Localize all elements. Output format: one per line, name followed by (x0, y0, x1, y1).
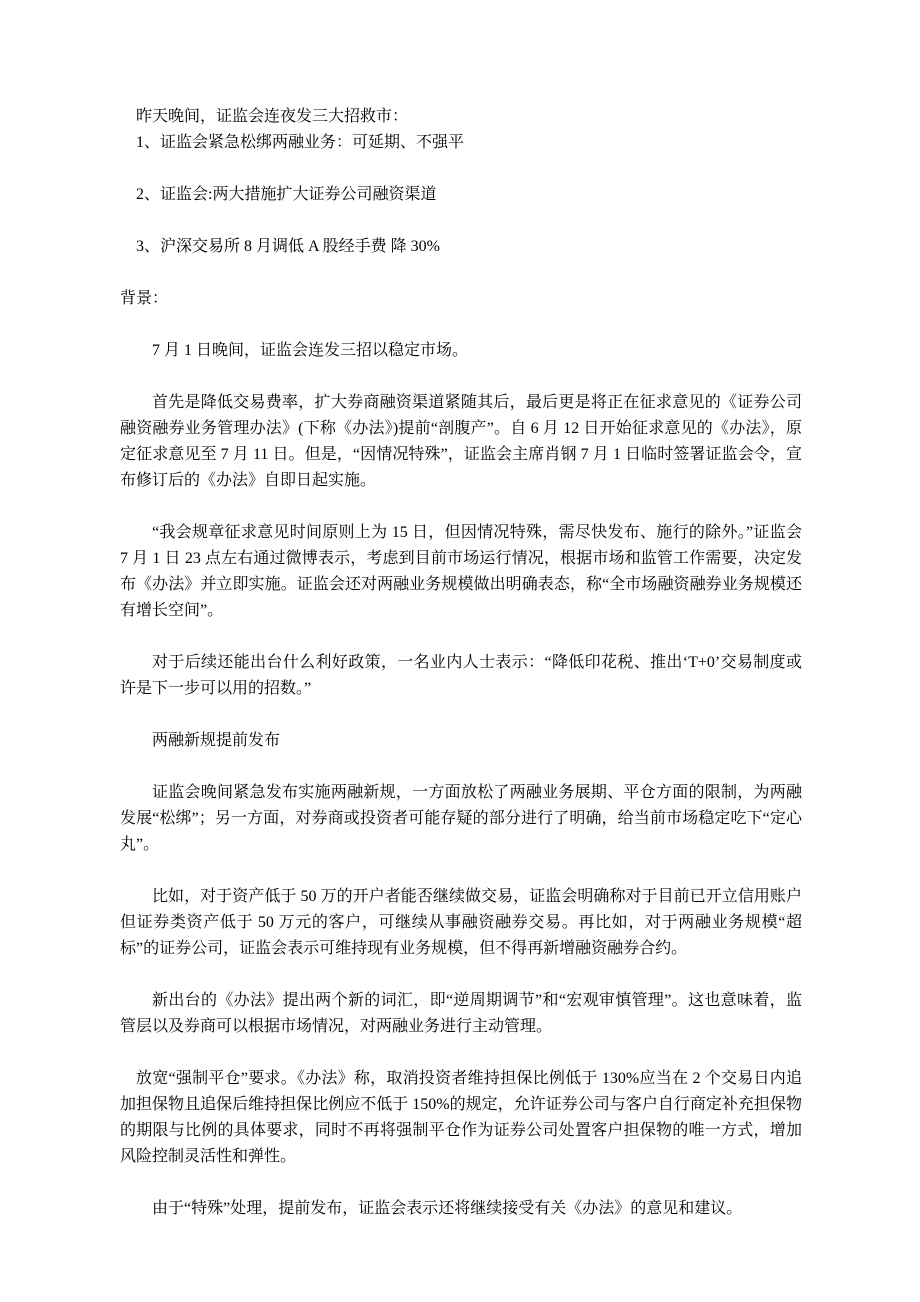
document-body (120, 104, 802, 1222)
paragraph: 对于后续还能出台什么利好政策，一名业内人士表示：“降低印花税、推出‘T+0’交易制度或许是下一步可以用的招数。” (120, 654, 802, 697)
paragraph: 两融新规提前发布 (152, 732, 281, 749)
paragraph: 3、沪深交易所 8 月调低 A 股经手费 降 30% (136, 238, 441, 255)
paragraph: 背景： (120, 290, 169, 307)
paragraph: 由于“特殊”处理，提前发布，证监会表示还将继续接受有关《办法》的意见和建议。 (152, 1200, 743, 1217)
paragraph: 首先是降低交易费率，扩大券商融资渠道紧随其后，最后更是将正在征求意见的《证券公司融资融券业务管理办法》(下称《办法》)提前“剖腹产”。自 6 月 12 日开始征求意见的《办法》，原定征求意见至 7 月 11 日。但是，“因情况特殊”，证监会主席肖钢 7 月 1 日临时签署证监会令，宣布修订后的《办法》自即日起实施。 (120, 394, 802, 489)
paragraph: 放宽“强制平仓”要求。《办法》称，取消投资者维持担保比例低于 130%应当在 2 个交易日内追加担保物且追保后维持担保比例应不低于 150%的规定，允许证券公司与客户自行商定补充担保物的期限与比例的具体要求，同时不再将强制平仓作为证券公司处置客户担保物的唯一方式，增加风险控制灵活性和弹性。 (120, 1070, 802, 1165)
paragraph: 证监会晚间紧急发布实施两融新规，一方面放松了两融业务展期、平仓方面的限制，为两融发展“松绑”；另一方面，对券商或投资者可能存疑的部分进行了明确，给当前市场稳定吃下“定心丸”。 (120, 784, 802, 853)
paragraph: “我会规章征求意见时间原则上为 15 日，但因情况特殊，需尽快发布、施行的除外。”证监会 7 月 1 日 23 点左右通过微博表示，考虑到目前市场运行情况，根据市场和监管工作需要，决定发布《办法》并立即实施。证监会还对两融业务规模做出明确表态，称“全市场融资融券业务规模还有增长空间”。 (120, 524, 802, 619)
paragraph: 7 月 1 日晚间，证监会连发三招以稳定市场。 (152, 342, 469, 359)
paragraph: 2、证监会:两大措施扩大证券公司融资渠道 (136, 186, 437, 203)
paragraph: 比如，对于资产低于 50 万的开户者能否继续做交易，证监会明确称对于目前已开立信用账户但证券类资产低于 50 万元的客户，可继续从事融资融券交易。再比如，对于两融业务规模“超标”的证券公司，证监会表示可维持现有业务规模，但不得再新增融资融券合约。 (120, 888, 802, 957)
paragraph: 新出台的《办法》提出两个新的词汇，即“逆周期调节”和“宏观审慎管理”。这也意味着，监管层以及券商可以根据市场情况，对两融业务进行主动管理。 (120, 992, 802, 1035)
paragraph: 昨天晚间，证监会连夜发三大招救市： (136, 108, 409, 125)
paragraph: 1、证监会紧急松绑两融业务：可延期、不强平 (136, 134, 465, 151)
